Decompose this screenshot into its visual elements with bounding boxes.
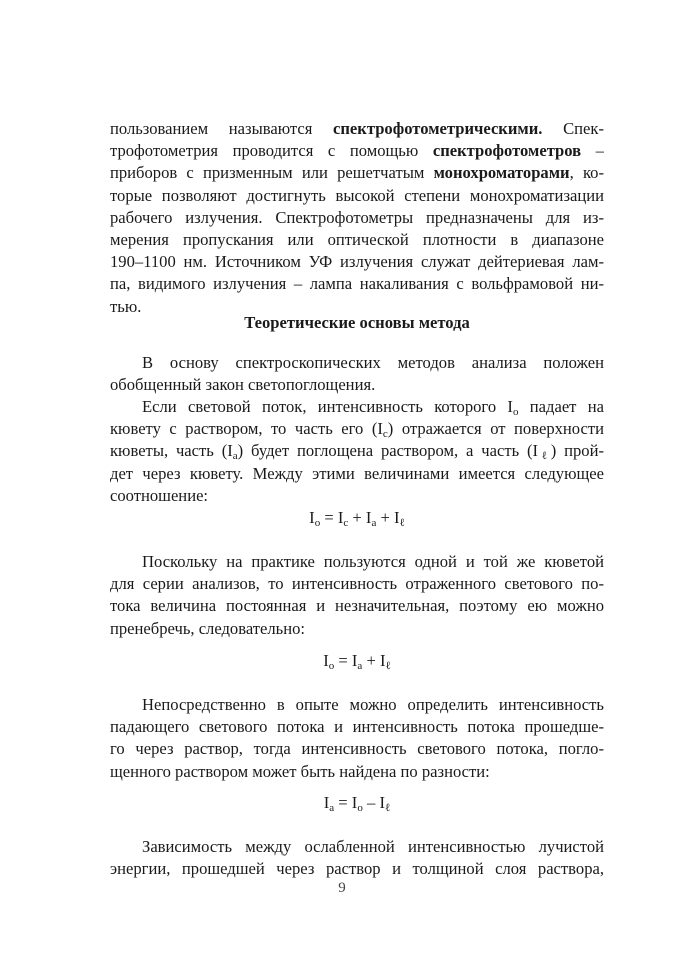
text-line: энергии, прошедшей через раствор и толщиной слоя раствора, [110,859,604,879]
text-line: го через раствор, тогда интенсивность светового потока, погло- [110,739,604,759]
paragraph-spectrophotometry [110,118,604,318]
text-line: мерения пропускания или оптической плотности в диапазоне [110,229,604,249]
text-line: щенного раствором может быть найдена по разности: [110,761,490,781]
paragraph-experiment [110,694,604,783]
paragraph-light-flux [110,396,604,507]
section-heading: Теоретические основы метода [244,313,470,332]
text-line: соотношение: [110,485,209,505]
text-line: Если световой поток, интенсивность которого $I_o$ падает на [142,397,604,418]
text-line: рабочего излучения. Спектрофотометры предназначены для из- [110,207,604,227]
text-line: дет через кювету. Между этими величинами имеется следующее [110,463,604,483]
text-line: тью. [110,296,142,316]
text-line: приборов с призменным или решетчатым монохроматорами, ко- [110,163,604,183]
text-line: В основу спектроскопических методов анализа положен [142,353,604,372]
text-line: падающего светового потока и интенсивность потока прошедше- [110,717,604,737]
paragraph-dependence [110,836,604,880]
text-line: кювету с раствором, то часть его $(I_c)$ отражается от поверхности [110,419,604,441]
text-line: для серии анализов, то интенсивность отраженного светового по- [110,574,604,594]
text-line: Непосредственно в опыте можно определить интенсивность [142,695,604,714]
paragraph-law [110,352,604,396]
paragraph-cuvette [110,551,604,640]
text-line: кюветы, часть $(I_a)$ будет поглощена раствором, а часть $(I_\ell)$ прой- [110,441,604,463]
text-line: пользованием называются спектрофотометрическими. Спек- [110,119,604,138]
text-line: трофотометрия проводится с помощью спектрофотометров – [110,141,604,161]
text-line: тока величина постоянная и незначительная, поэтому ею можно [110,596,604,616]
formula-simplified: $I_o = I_a + I_\ell$ [323,651,391,672]
text-line: 190–1100 нм. Источником УФ излучения служат дейтериевая лам- [110,252,604,272]
formula-absorbed: $I_a = I_o - I_\ell$ [323,793,391,814]
text-line: Поскольку на практике пользуются одной и той же кюветой [142,552,604,571]
text-line: торые позволяют достигнуть высокой степени монохроматизации [110,185,604,205]
text-line: обобщенный закон светопоглощения. [110,375,376,395]
page-number: 9 [338,880,346,896]
text-line: Зависимость между ослабленной интенсивностью лучистой [142,837,604,856]
text-line: пренебречь, следовательно: [110,618,306,638]
formula-intensity-balance: $I_o = I_c + I_a + I_\ell$ [309,508,405,529]
text-line: па, видимого излучения – лампа накаливания с вольфрамовой ни- [110,274,604,294]
